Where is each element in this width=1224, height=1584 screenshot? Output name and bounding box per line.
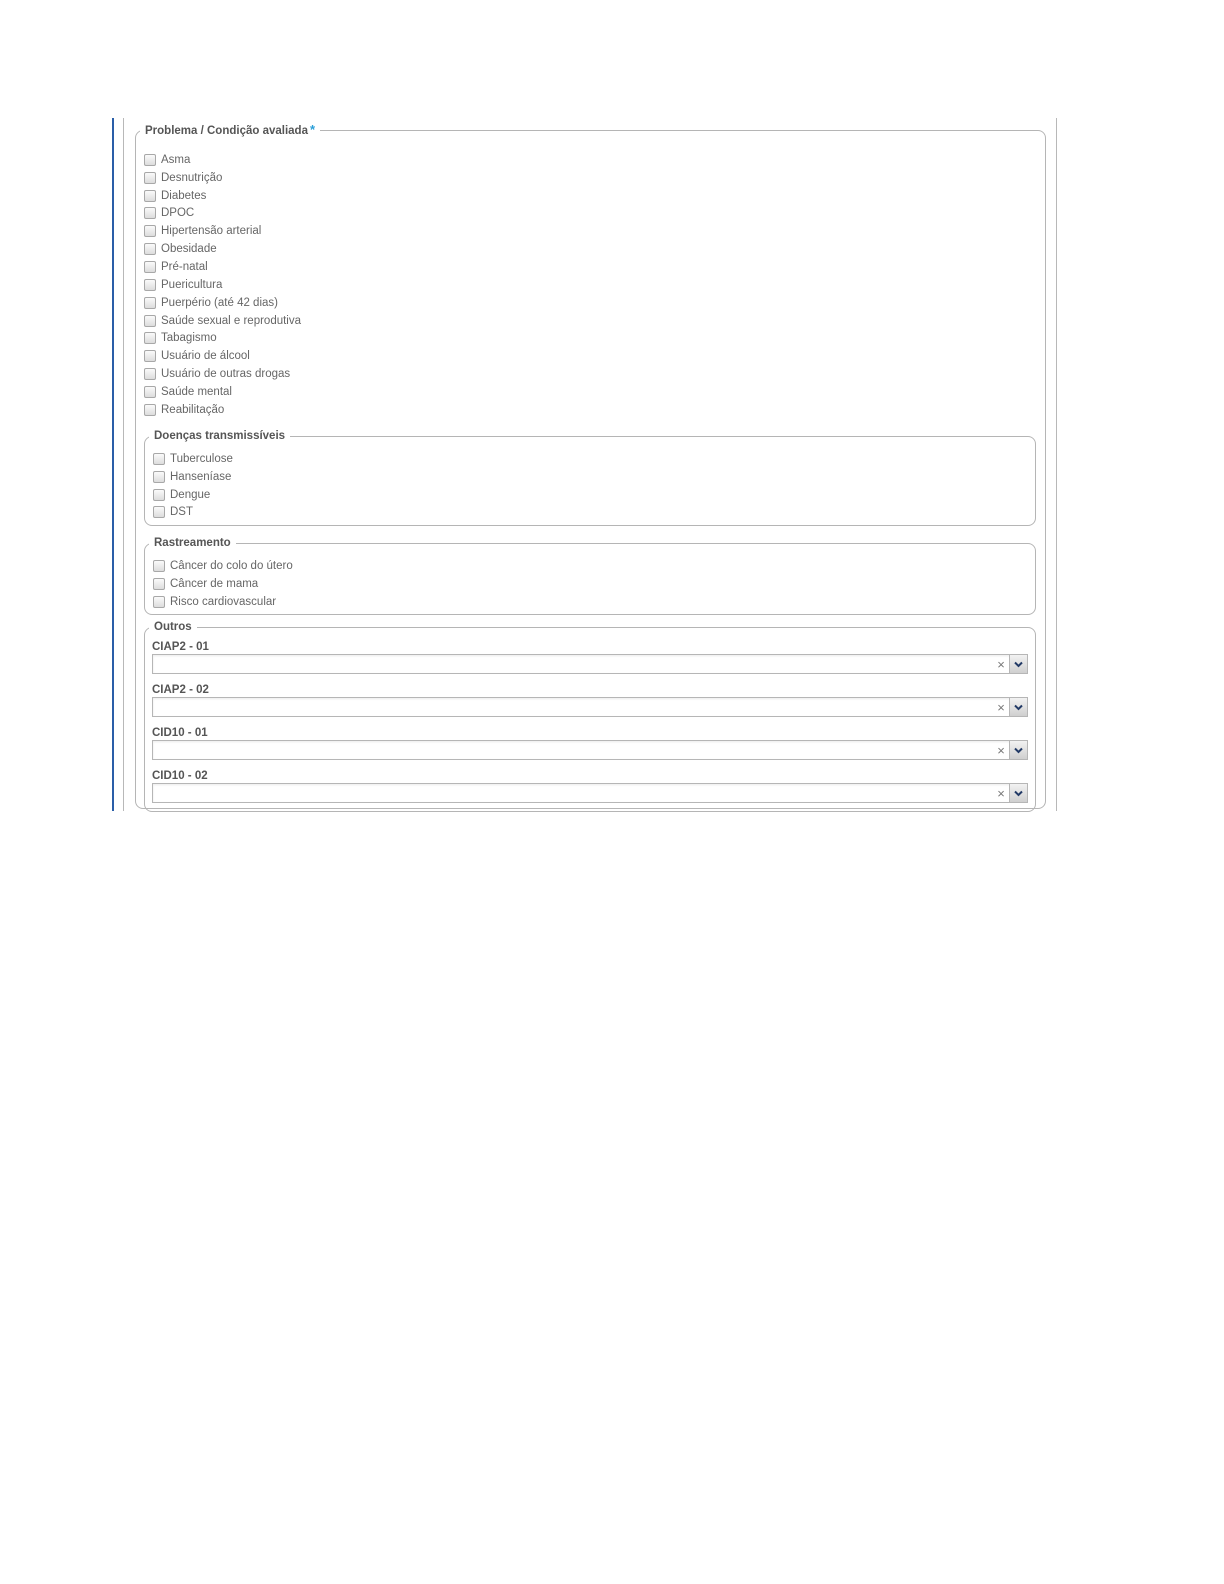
checkbox-option-dpoc[interactable] <box>144 205 301 223</box>
checkbox-label: Câncer de mama <box>170 577 259 590</box>
ciap2-02-label: CIAP2 - 02 <box>152 684 209 696</box>
checkbox-option-asma[interactable] <box>144 151 301 169</box>
checkbox-option-obesidade[interactable] <box>144 240 301 258</box>
checkbox-label: Diabetes <box>161 189 207 202</box>
cid10-01-input[interactable] <box>153 741 993 759</box>
ciap2-01-field <box>152 641 1028 674</box>
checkbox-label: Puericultura <box>161 278 223 291</box>
rastreamento-checkbox-list <box>153 557 293 611</box>
checkbox-label: Saúde mental <box>161 385 232 398</box>
checkbox-label: Tuberculose <box>170 452 233 465</box>
checkbox-option-usuario-de-alcool[interactable] <box>144 347 301 365</box>
checkbox-option-tuberculose[interactable] <box>153 450 233 468</box>
checkbox-icon[interactable] <box>144 404 156 416</box>
checkbox-icon[interactable] <box>144 279 156 291</box>
checkbox-option-saude-sexual-e-reprodutiva[interactable] <box>144 312 301 330</box>
clear-icon[interactable]: × <box>997 786 1005 801</box>
checkbox-option-usuario-de-outras-drogas[interactable] <box>144 365 301 383</box>
checkbox-icon[interactable] <box>153 506 165 518</box>
checkbox-option-reabilitacao[interactable] <box>144 401 301 419</box>
checkbox-label: DST <box>170 506 193 519</box>
cid10-01-label: CID10 - 01 <box>152 727 208 739</box>
checkbox-icon[interactable] <box>144 225 156 237</box>
cid10-02-field <box>152 770 1028 803</box>
problema-condicao-legend <box>140 124 320 137</box>
ciap2-01-label: CIAP2 - 01 <box>152 641 209 653</box>
checkbox-label: Pré-natal <box>161 260 208 273</box>
checkbox-icon[interactable] <box>144 350 156 362</box>
outros-fieldset <box>144 621 1036 812</box>
checkbox-label: Usuário de outras drogas <box>161 368 291 381</box>
checkbox-option-cancer-de-mama[interactable] <box>153 575 293 593</box>
checkbox-label: Tabagismo <box>161 332 217 345</box>
checkbox-icon[interactable] <box>144 297 156 309</box>
doencas-checkbox-list <box>153 450 233 521</box>
doencas-transmissiveis-legend: Doenças transmissíveis <box>154 430 286 442</box>
checkbox-label: Hipertensão arterial <box>161 225 262 238</box>
cid10-02-label: CID10 - 02 <box>152 770 208 782</box>
problema-condicao-fieldset <box>135 124 1046 809</box>
ciap2-01-input[interactable] <box>153 655 993 673</box>
checkbox-option-diabetes[interactable] <box>144 187 301 205</box>
checkbox-icon[interactable] <box>144 172 156 184</box>
checkbox-label: Reabilitação <box>161 403 225 416</box>
checkbox-icon[interactable] <box>144 332 156 344</box>
checkbox-icon[interactable] <box>153 489 165 501</box>
chevron-down-icon[interactable] <box>1009 698 1027 716</box>
rastreamento-legend: Rastreamento <box>154 537 231 549</box>
checkbox-option-puericultura[interactable] <box>144 276 301 294</box>
checkbox-option-hipertensao-arterial[interactable] <box>144 222 301 240</box>
checkbox-icon[interactable] <box>144 315 156 327</box>
checkbox-label: DPOC <box>161 207 195 220</box>
ciap2-02-input[interactable] <box>153 698 993 716</box>
checkbox-icon[interactable] <box>144 386 156 398</box>
checkbox-label: Desnutrição <box>161 171 223 184</box>
chevron-down-icon[interactable] <box>1009 655 1027 673</box>
doencas-transmissiveis-fieldset <box>144 430 1036 526</box>
checkbox-label: Saúde sexual e reprodutiva <box>161 314 302 327</box>
checkbox-option-saude-mental[interactable] <box>144 383 301 401</box>
panel-accent-line <box>112 118 114 811</box>
checkbox-label: Risco cardiovascular <box>170 595 277 608</box>
checkbox-label: Asma <box>161 153 191 166</box>
checkbox-icon[interactable] <box>153 578 165 590</box>
cid10-01-field <box>152 727 1028 760</box>
clear-icon[interactable]: × <box>997 700 1005 715</box>
rastreamento-fieldset <box>144 537 1036 615</box>
checkbox-icon[interactable] <box>153 596 165 608</box>
checkbox-icon[interactable] <box>144 368 156 380</box>
checkbox-label: Usuário de álcool <box>161 350 250 363</box>
problema-checkbox-list <box>144 151 301 419</box>
checkbox-option-dengue[interactable] <box>153 486 233 504</box>
checkbox-option-desnutricao[interactable] <box>144 169 301 187</box>
checkbox-icon[interactable] <box>144 207 156 219</box>
ciap2-02-combobox[interactable] <box>152 697 1028 717</box>
checkbox-option-cancer-do-colo-do-utero[interactable] <box>153 557 293 575</box>
problema-condicao-legend-text: Problema / Condição avaliada <box>145 125 308 137</box>
checkbox-label: Puerpério (até 42 dias) <box>161 296 278 309</box>
checkbox-icon[interactable] <box>153 453 165 465</box>
checkbox-label: Hanseníase <box>170 470 232 483</box>
panel-border-right <box>1056 118 1057 811</box>
clear-icon[interactable]: × <box>997 657 1005 672</box>
panel-border-left <box>123 118 124 811</box>
clear-icon[interactable]: × <box>997 743 1005 758</box>
checkbox-icon[interactable] <box>144 261 156 273</box>
checkbox-option-dst[interactable] <box>153 504 233 522</box>
checkbox-icon[interactable] <box>153 471 165 483</box>
chevron-down-icon[interactable] <box>1009 784 1027 802</box>
checkbox-label: Dengue <box>170 488 211 501</box>
ciap2-02-field <box>152 684 1028 717</box>
ciap2-01-combobox[interactable] <box>152 654 1028 674</box>
checkbox-option-pre-natal[interactable] <box>144 258 301 276</box>
checkbox-option-risco-cardiovascular[interactable] <box>153 593 293 611</box>
checkbox-option-hanseniase[interactable] <box>153 468 233 486</box>
form-panel <box>112 118 1058 811</box>
chevron-down-icon[interactable] <box>1009 741 1027 759</box>
checkbox-option-tabagismo[interactable] <box>144 329 301 347</box>
outros-legend: Outros <box>154 621 192 633</box>
checkbox-icon[interactable] <box>144 243 156 255</box>
required-marker: * <box>309 122 316 137</box>
checkbox-icon[interactable] <box>153 560 165 572</box>
cid10-02-input[interactable] <box>153 784 993 802</box>
checkbox-icon[interactable] <box>144 190 156 202</box>
checkbox-icon[interactable] <box>144 154 156 166</box>
checkbox-option-puerperio-ate-42-dias[interactable] <box>144 294 301 312</box>
checkbox-label: Câncer do colo do útero <box>170 559 293 572</box>
cid10-02-combobox[interactable] <box>152 783 1028 803</box>
cid10-01-combobox[interactable] <box>152 740 1028 760</box>
checkbox-label: Obesidade <box>161 243 217 256</box>
